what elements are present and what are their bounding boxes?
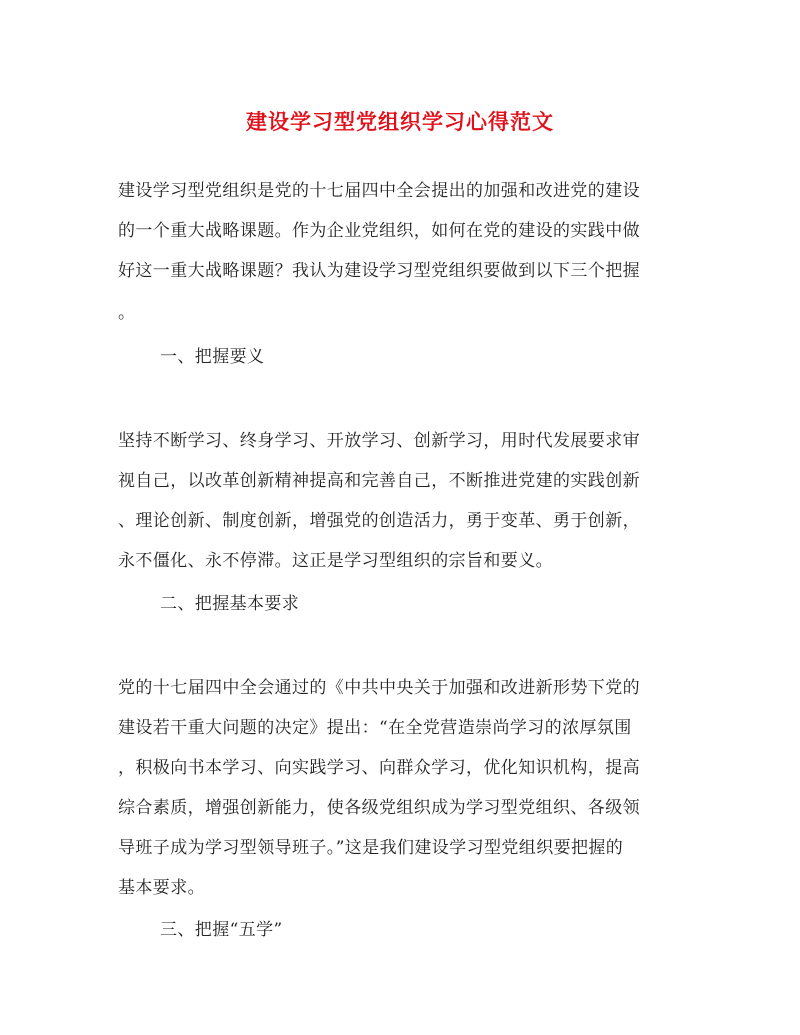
paragraph-line: 导班子成为学习型领导班子。”这是我们建设学习型党组织要把握的 [118,838,624,858]
paragraph-line: 坚持不断学习、终身学习、开放学习、创新学习，用时代发展要求审 [118,431,640,451]
paragraph-line: ，积极向书本学习、向实践学习、向群众学习，优化知识机构，提高 [118,758,640,778]
paragraph-line: 基本要求。 [118,878,205,898]
section-heading-2: 二、把握基本要求 [160,594,300,614]
paragraph-line: 永不僵化、永不停滞。这正是学习型组织的宗旨和要义。 [118,551,553,571]
section-heading-1: 一、把握要义 [160,347,265,367]
paragraph-line: 综合素质，增强创新能力，使各级党组织成为学习型党组织、各级领 [118,798,640,818]
paragraph-line: 、理论创新、制度创新，增强党的创造活力，勇于变革、勇于创新， [118,511,640,531]
paragraph-line: 党的十七届四中全会通过的《中共中央关于加强和改进新形势下党的 [118,678,640,698]
paragraph-line: 好这一重大战略课题？我认为建设学习型党组织要做到以下三个把握 [118,261,640,281]
paragraph-line: 建设若干重大问题的决定》提出：“在全党营造崇尚学习的浓厚氛围 [118,718,632,738]
paragraph-line: 建设学习型党组织是党的十七届四中全会提出的加强和改进党的建设 [118,181,640,201]
document-title: 建设学习型党组织学习心得范文 [246,109,554,134]
paragraph-line: 视自己，以改革创新精神提高和完善自己，不断推进党建的实践创新 [118,471,640,491]
paragraph-line: 的一个重大战略课题。作为企业党组织，如何在党的建设的实践中做 [118,221,640,241]
section-heading-3: 三、把握“五学” [160,920,283,940]
paragraph-line: 。 [118,303,136,323]
